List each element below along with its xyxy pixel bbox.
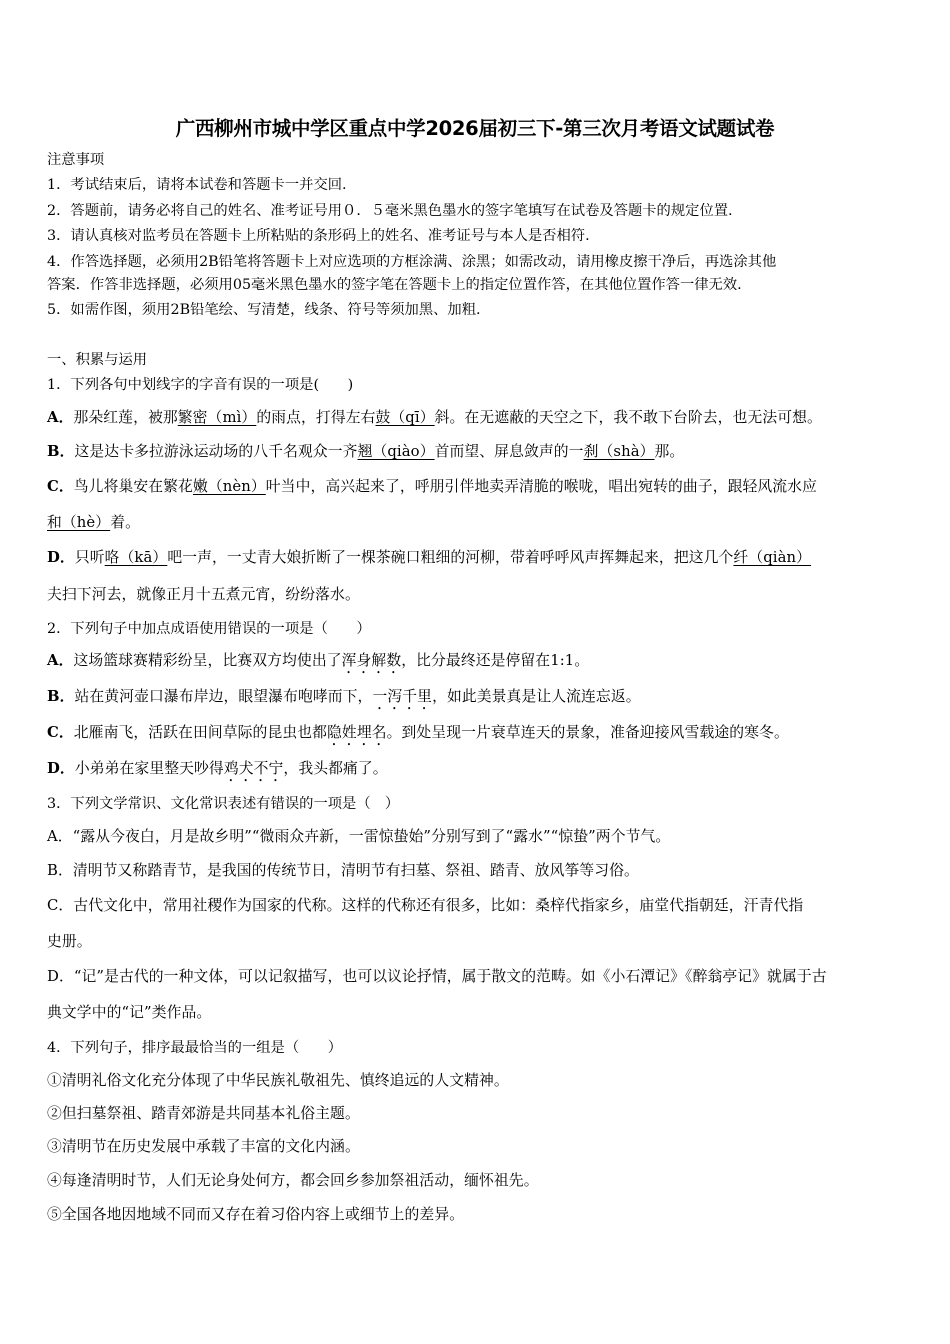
q1-option-c: [47, 477, 817, 497]
q2-option-d: [47, 759, 388, 785]
exam-title: 广西柳州市城中学区重点中学2026届初三下-第三次月考语文试题试卷: [175, 117, 775, 140]
q1-option-c-cont: [47, 513, 140, 533]
dotted-idiom: 隐姓埋名: [327, 724, 387, 741]
option-text: 首而望、屏息敛声的一: [434, 443, 584, 460]
option-label: B．: [47, 443, 75, 460]
dotted-idiom: 浑身解数: [341, 652, 402, 669]
underlined-text: 鼓（qī）: [375, 409, 435, 426]
option-text: 小弟弟在家里整天吵得: [74, 760, 224, 777]
underlined-text: 咯（kā）: [104, 549, 168, 566]
notice-item: 答案．作答非选择题，必须用05毫米黑色墨水的签字笔在答题卡上的指定位置作答，在其他位置作答一律无效.: [47, 277, 742, 293]
q3-option-d: D．“记”是古代的一种文体，可以记叙描写，也可以议论抒情，属于散文的范畴。如《小石潭记》《醉翁亭记》就属于古: [47, 968, 827, 985]
q3-option-d-cont: 典文学中的“记”类作品。: [47, 1004, 212, 1021]
option-text: 北雁南飞，活跃在田间草际的昆虫也都: [73, 724, 328, 741]
q1-option-d: [47, 548, 811, 568]
q4-sentence: ④每逢清明时节，人们无论身处何方，都会回乡参加祭祖活动，缅怀祖先。: [47, 1172, 539, 1189]
dotted-idiom: 一泻千里: [372, 688, 433, 705]
option-text: 这是达卡多拉游泳运动场的八千名观众一齐: [74, 443, 358, 460]
option-text: 鸟儿将巢安在繁花: [73, 478, 193, 495]
option-label: B．: [47, 688, 75, 705]
question-4-stem: 4．下列句子，排序最最恰当的一组是（ ）: [47, 1040, 343, 1056]
dotted-idiom: 鸡犬不宁: [223, 760, 284, 777]
notice-item: 1．考试结束后，请将本试卷和答题卡一并交回.: [47, 177, 347, 193]
option-text: ，我头都痛了。: [283, 760, 388, 777]
q4-sentence: ②但扫墓祭祖、踏青郊游是共同基本礼俗主题。: [47, 1105, 360, 1122]
q2-option-a: [47, 651, 589, 677]
option-text: ，如此美景真是让人流连忘返。: [432, 688, 641, 705]
option-label: C．: [47, 478, 74, 495]
q1-option-d-cont: 夫扫下河去，就像正月十五煮元宵，纷纷落水。: [47, 586, 360, 603]
notice-item: 2．答题前，请务必将自己的姓名、准考证号用０．５毫米黑色墨水的签字笔填写在试卷及答题卡的规定位置.: [47, 203, 733, 219]
q3-option-b: B．清明节又称踏青节，是我国的传统节日，清明节有扫墓、祭祖、踏青、放风筝等习俗。: [47, 862, 639, 879]
question-3-stem: 3．下列文学常识、文化常识表述有错误的一项是（ ）: [47, 796, 400, 812]
option-text: 只听: [74, 549, 105, 566]
option-text: 的雨点，打得左右: [256, 409, 376, 426]
option-label: A．: [47, 652, 74, 669]
q2-option-c: [47, 723, 789, 749]
q4-sentence: ⑤全国各地因地域不同而又存在着习俗内容上或细节上的差异。: [47, 1206, 465, 1223]
question-1-stem: 1．下列各句中划线字的字音有误的一项是( ): [47, 377, 354, 393]
option-text: 这场篮球赛精彩纷呈，比赛双方均使出了: [73, 652, 342, 669]
q2-option-b: [47, 687, 641, 713]
question-2-stem: 2．下列句子中加点成语使用错误的一项是（ ）: [47, 621, 371, 637]
underlined-text: 和（hè）: [47, 514, 111, 531]
q1-option-a: [47, 408, 822, 428]
option-text: 叶当中，高兴起来了，呼朋引伴地卖弄清脆的喉咙，唱出宛转的曲子，跟轻风流水应: [265, 478, 817, 495]
underlined-text: 嫩（nèn）: [192, 478, 266, 495]
option-text: 着。: [110, 514, 140, 531]
q4-sentence: ③清明节在历史发展中承载了丰富的文化内涵。: [47, 1138, 360, 1155]
underlined-text: 翘（qiào）: [357, 443, 435, 460]
notice-item: 4．作答选择题，必须用2B铅笔将答题卡上对应选项的方框涂满、涂黑；如需改动，请用橡皮擦干净后，再选涂其他: [47, 254, 777, 270]
notice-item: 3．请认真核对监考员在答题卡上所粘贴的条形码上的姓名、准考证号与本人是否相符.: [47, 228, 590, 244]
q3-option-c: C．古代文化中，常用社稷作为国家的代称。这样的代称还有很多，比如：桑梓代指家乡，庙堂代指朝廷，汗青代指: [47, 897, 804, 914]
underlined-text: 繁密（mì）: [177, 409, 257, 426]
option-text: ，比分最终还是停留在1:1。: [401, 652, 590, 669]
option-text: 斜。在无遮蔽的天空之下，我不敢下台阶去，也无法可想。: [434, 409, 822, 426]
option-text: 那。: [654, 443, 685, 460]
notice-item: 5．如需作图，须用2B铅笔绘、写清楚，线条、符号等须加黑、加粗.: [47, 302, 481, 318]
option-text: 吧一声，一丈青大娘折断了一棵茶碗口粗细的河柳，带着呼呼风声挥舞起来，把这几个: [167, 549, 734, 566]
option-label: A．: [47, 409, 74, 426]
q4-sentence: ①清明礼俗文化充分体现了中华民族礼敬祖先、慎终追远的人文精神。: [47, 1072, 509, 1089]
underlined-text: 刹（shà）: [583, 443, 655, 460]
q1-option-b: [47, 442, 684, 462]
q3-option-c-cont: 史册。: [47, 933, 92, 950]
option-text: 站在黄河壶口瀑布岸边，眼望瀑布咆哮而下，: [74, 688, 373, 705]
option-label: D．: [47, 760, 75, 777]
underlined-text: 纤（qiàn）: [733, 549, 812, 566]
notice-heading: 注意事项: [47, 152, 105, 168]
option-text: 。到处呈现一片衰草连天的景象，准备迎接风雪载途的寒冬。: [386, 724, 789, 741]
q3-option-a: A．“露从今夜白，月是故乡明”“微雨众卉新，一雷惊蛰始”分别写到了“露水”“惊蛰”两个节气。: [47, 828, 671, 845]
option-text: 那朵红莲，被那: [73, 409, 178, 426]
option-label: C．: [47, 724, 74, 741]
section-heading: 一、积累与运用: [47, 352, 148, 368]
option-label: D．: [47, 549, 75, 566]
